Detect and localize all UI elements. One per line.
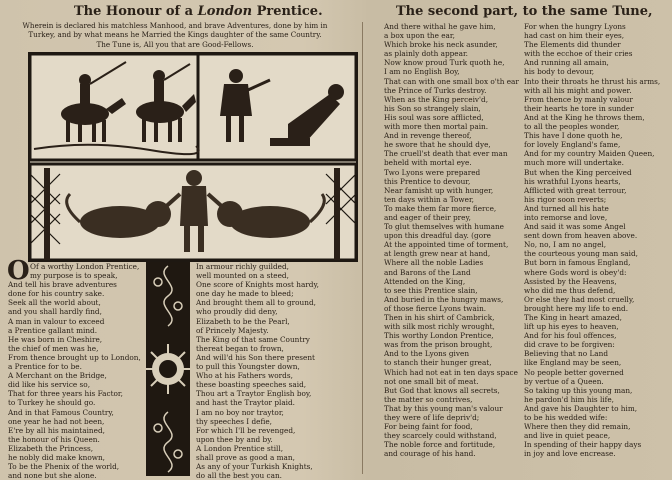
verse-line: and courage of his hand. xyxy=(384,449,476,459)
verse-line: done for his country sake. xyxy=(8,289,105,299)
verse-line: who did me thus defend, xyxy=(524,285,616,295)
verse-line: thy speeches I defie, xyxy=(196,416,272,426)
verse-line: with all his might and power. xyxy=(524,85,632,95)
verse-line: these boasting speeches said, xyxy=(196,380,307,390)
verse-column-4 xyxy=(524,22,670,459)
verse-line: To make them far more fierce, xyxy=(384,203,497,213)
verse-column-2 xyxy=(196,262,352,480)
verse-line: upon thee by and by. xyxy=(196,434,273,444)
verse-line: Attended on the King, xyxy=(384,276,466,286)
second-part-title: The second part, to the same Tune, xyxy=(396,4,653,19)
verse-line: To glut themselves with humane xyxy=(384,222,504,232)
page-gutter xyxy=(362,22,363,474)
verse-line: one year he had not been, xyxy=(8,416,105,426)
verse-line: the courteous young man said, xyxy=(524,249,638,259)
verse-line: In spending of their happy days xyxy=(524,440,642,450)
verse-line: For being faint for food, xyxy=(384,422,473,432)
verse-line: Thou art a Traytor English boy, xyxy=(196,389,312,399)
verse-line: was from the prison brought, xyxy=(384,340,493,350)
verse-line: and live in quiet peace, xyxy=(524,431,611,441)
verse-line: beheld with mortal eye. xyxy=(384,158,472,168)
ballad-title xyxy=(74,4,323,19)
verse-line: to stanch their hunger great, xyxy=(384,358,492,368)
verse-line: I am no English Boy, xyxy=(384,67,460,77)
verse-line: And at the King he throws them, xyxy=(524,112,645,122)
verse-line: The cruell'st death that ever man xyxy=(384,149,508,159)
verse-line: upon this dreadful day. (gore xyxy=(384,231,491,241)
verse-line: And said it was some Angel xyxy=(524,222,626,232)
verse-line: lift up his eyes to heaven, xyxy=(524,322,619,332)
verse-line: Elizabeth the Princess, xyxy=(8,443,94,453)
verse-line: Then in his shirt of Cambrick, xyxy=(384,313,495,322)
verse-line: and eager of their prey, xyxy=(384,212,471,222)
verse-line: And in that Famous Country, xyxy=(8,407,114,417)
verse-line: The King of that same Country xyxy=(196,334,310,344)
woodcut-illustration xyxy=(28,52,358,262)
verse-line: And will'd his Son there present xyxy=(196,352,315,362)
verse-line: with silk most richly wrought, xyxy=(384,322,495,332)
verse-line: But born in famous England, xyxy=(524,258,631,268)
verse-line: a box upon the ear, xyxy=(384,31,455,41)
verse-line: And for his foul offences, xyxy=(524,331,617,341)
verse-line: and none but she alone. xyxy=(8,471,97,480)
verse-line: This worthy London Prentice, xyxy=(384,331,494,341)
verse-line: Or else they had most cruelly, xyxy=(524,294,635,304)
verse-line: A man in valour to exceed xyxy=(8,316,105,326)
verse-line: The King in heart amazed, xyxy=(524,313,622,322)
verse-line: his Son so strangely slain, xyxy=(384,103,481,113)
verse-line: had cast on him their eyes, xyxy=(524,31,625,41)
verse-line: No people better governed xyxy=(524,367,624,377)
verse-line: did crave to be forgiven: xyxy=(524,340,615,350)
verse-line: their hearts he tore in sunder xyxy=(524,103,634,113)
verse-line: From thence by manly valour xyxy=(524,94,633,104)
verse-line: a Prentice gallant mind. xyxy=(8,325,98,335)
verse-line: the chief of men was he, xyxy=(8,343,99,353)
verse-line: That can with one small box o'th ear xyxy=(384,76,519,86)
verse-line: well mounted on a steed, xyxy=(196,271,289,281)
verse-line: Of a worthy London Prentice, xyxy=(30,262,140,271)
verse-line: in joy and love encrease. xyxy=(524,449,616,459)
verse-line: to see this Prentice slain, xyxy=(384,285,478,295)
verse-line: Now know proud Turk quoth he, xyxy=(384,58,505,68)
verse-line: The noble force and fortitude, xyxy=(384,440,496,450)
verse-line: One score of Knights most hardy, xyxy=(196,280,319,290)
verse-line: At the appointed time of torment, xyxy=(384,240,509,250)
drop-cap: O xyxy=(7,256,30,286)
title-text-end: Prentice. xyxy=(252,4,323,19)
verse-line: Where all the noble Ladies xyxy=(384,258,484,268)
verse-line: brought here my life to end. xyxy=(524,303,629,313)
verse-line: Into their throats he thrust his arms, xyxy=(524,76,661,86)
verse-line: From thence brought up to London, xyxy=(8,352,141,362)
verse-line: So taking up this young man, xyxy=(524,385,633,395)
verse-line: by vertue of a Queen. xyxy=(524,376,604,386)
verse-line: and Barons of the Land xyxy=(384,267,471,277)
verse-line: Which broke his neck asunder, xyxy=(384,40,498,50)
verse-line: like England may be seen, xyxy=(524,358,622,368)
verse-line: with more then mortal pain. xyxy=(384,122,489,132)
verse-line: This have I done quoth he, xyxy=(524,131,623,141)
verse-line: ten days within a Tower, xyxy=(384,194,474,204)
verse-line: to all the peoples wonder, xyxy=(524,122,620,132)
verse-line: not one small bit of meat. xyxy=(384,376,479,386)
title-text: The Honour of a xyxy=(74,4,198,19)
verse-line: with the ecchoe of their cries xyxy=(524,49,633,59)
verse-line: Which had not eat in ten days space xyxy=(384,367,518,377)
verse-line: as plainly doth appear. xyxy=(384,49,468,59)
verse-line: Who at his Fathers words, xyxy=(196,371,293,381)
verse-line: and you shall hardly find, xyxy=(8,307,102,317)
verse-line: to be his wedded wife: xyxy=(524,413,608,423)
verse-line: To be the Phenix of the world, xyxy=(8,462,120,472)
verse-line: I am no boy nor traytor, xyxy=(196,407,284,417)
verse-line: That for three years his Factor, xyxy=(8,389,123,399)
verse-line: That by this young man's valour xyxy=(384,403,503,413)
verse-line: The Elements did thunder xyxy=(524,40,621,50)
verse-line: And to the Lyons given xyxy=(384,349,470,359)
verse-line: And gave his Daughter to him, xyxy=(524,403,638,413)
verse-line: of those fierce Lyons twain. xyxy=(384,303,487,313)
verse-line: sent down from heaven above. xyxy=(524,231,638,241)
verse-line: E're by all his maintained, xyxy=(8,425,105,435)
verse-line: thereat began to frown, xyxy=(196,343,284,353)
verse-line: a Prentice for to be. xyxy=(8,362,82,372)
verse-line: Elizabeth to be the Pearl, xyxy=(196,316,290,326)
verse-column-3 xyxy=(384,22,524,459)
verse-line: to Turkey he should go. xyxy=(8,398,96,408)
title-italic-word: London xyxy=(197,4,253,19)
subtitle-line-2: Turkey, and by what means he Married the Kings daughter of the same Country. xyxy=(28,30,322,39)
verse-line: Seek all the world about, xyxy=(8,298,101,308)
verse-line: they were of life depriv'd; xyxy=(384,413,480,423)
verse-line: And in revenge thereof, xyxy=(384,131,472,141)
verse-line: of Princely Majesty. xyxy=(196,325,269,335)
ornament-image xyxy=(146,262,190,476)
verse-line: he pardon'd him his life, xyxy=(524,394,614,404)
verse-line: he nobly did make known, xyxy=(8,452,105,462)
verse-line: And running all amain, xyxy=(524,58,609,68)
verse-line: did like his service so, xyxy=(8,380,91,390)
verse-line: And tell his brave adventures xyxy=(8,280,117,290)
verse-line: into remorse and love, xyxy=(524,212,608,222)
verse-line: But God that knows all secrets, xyxy=(384,385,500,395)
verse-line: As any of your Turkish Knights, xyxy=(196,462,313,472)
verse-line: Believing that no Land xyxy=(524,349,609,359)
verse-line: where Gods word is obey'd: xyxy=(524,267,627,277)
verse-line: his wrathful Lyons hearts, xyxy=(524,176,621,186)
verse-line: A Merchant on the Bridge, xyxy=(8,371,107,381)
verse-line: much more will undertake. xyxy=(524,158,624,168)
verse-line: one day he made to bleed; xyxy=(196,289,294,299)
verse-line: the honour of his Queen. xyxy=(8,434,100,444)
verse-line: A London Prentice still, xyxy=(196,443,284,453)
verse-line: Assisted by the Heavens, xyxy=(524,276,617,286)
tune-line: The Tune is, All you that are Good-Fellows. xyxy=(96,40,254,49)
verse-line: Two Lyons were prepared xyxy=(384,167,481,177)
verse-line: to pull this Youngster down, xyxy=(196,362,300,372)
verse-line: do all the best you can. xyxy=(196,471,282,480)
verse-line: His soul was sore afflicted, xyxy=(384,112,484,122)
woodcut-image xyxy=(30,54,356,260)
verse-line: who proudly did deny, xyxy=(196,307,278,317)
verse-line: He was born in Cheshire, xyxy=(8,334,103,344)
verse-line: When as the King perceiv'd, xyxy=(384,94,489,104)
verse-line: my purpose is to speak, xyxy=(30,271,118,281)
verse-line: he swore that he should dye, xyxy=(384,140,491,150)
verse-line: And turned all his hate xyxy=(524,203,609,213)
verse-line: this Prentice to devour, xyxy=(384,176,471,186)
verse-line: And brought them all to ground, xyxy=(196,298,316,308)
verse-line: Near famisht up with hunger, xyxy=(384,185,494,195)
verse-line: And for my country Maiden Queen, xyxy=(524,149,655,159)
verse-line: the Prince of Turks destroy. xyxy=(384,85,487,95)
verse-line: they scarcely could withstand, xyxy=(384,431,497,441)
subtitle-line-1: Wherein is declared his matchless Manhood, and brave Adventures, done by him in xyxy=(22,21,328,30)
verse-line: his rigor soon reverts; xyxy=(524,194,607,204)
verse-column-1 xyxy=(8,262,142,480)
verse-line: For which I'll be revenged, xyxy=(196,425,296,435)
verse-line: the matter so contrives, xyxy=(384,394,473,404)
verse-line: But when the King perceived xyxy=(524,167,632,177)
verse-line: at length grew near at hand, xyxy=(384,249,491,259)
verse-line: For when the hungry Lyons xyxy=(524,22,626,31)
verse-line: shall prove as good a man, xyxy=(196,452,295,462)
verse-line: Where then they did remain, xyxy=(524,422,631,432)
verse-line: No, no, I am no angel, xyxy=(524,240,607,250)
verse-line: and hast the Traytor plaid. xyxy=(196,398,295,408)
verse-line: And there withal he gave him, xyxy=(384,22,496,31)
verse-line: his body to devour, xyxy=(524,67,595,77)
verse-line: for lovely England's fame, xyxy=(524,140,621,150)
verse-line: And buried in the hungry maws, xyxy=(384,294,504,304)
ornamental-border xyxy=(146,262,190,476)
verse-line: Afflicted with great terrour, xyxy=(524,185,627,195)
verse-line: In armour richly guilded, xyxy=(196,262,289,271)
